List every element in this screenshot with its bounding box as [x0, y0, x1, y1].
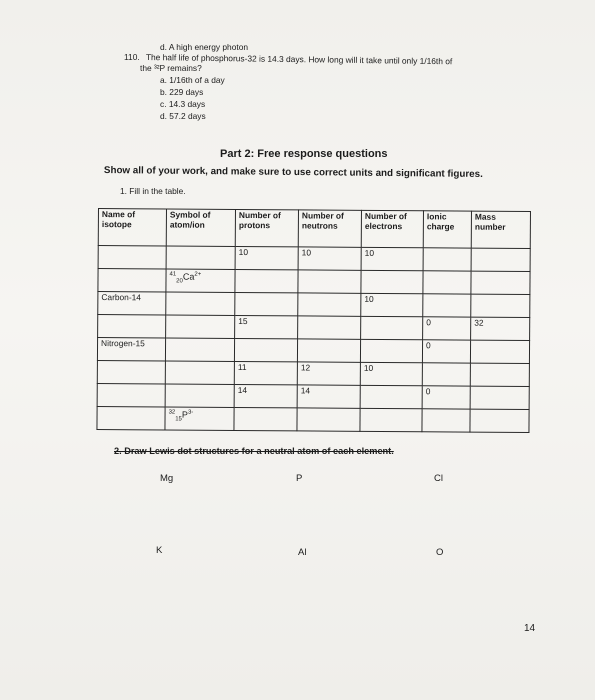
table-cell [360, 339, 422, 362]
table-cell [234, 338, 297, 361]
table-cell [360, 408, 422, 431]
page-number: 14 [524, 623, 536, 634]
table-cell [470, 386, 529, 409]
table-row [97, 383, 529, 409]
q110-text-line1: The half life of phosphorus-32 is 14.3 days. How long will it take until only 1/16th of [145, 52, 453, 67]
table-cell [97, 406, 165, 429]
p-mass-number: 32 [168, 409, 176, 416]
part2-heading: Part 2: Free response questions [220, 148, 388, 160]
table-cell [423, 271, 471, 294]
table-cell [297, 408, 360, 431]
table-cell: 0 [422, 340, 470, 363]
ca-mass-number: 41 [169, 271, 177, 278]
calcium-ion-symbol [166, 269, 235, 292]
table-cell: 0 [423, 317, 471, 340]
table-cell [422, 409, 470, 432]
table-cell: 14 [297, 385, 360, 408]
header-protons: Number of protons [235, 209, 298, 246]
table-cell [166, 315, 235, 338]
table-cell: 10 [298, 247, 361, 270]
prev-option-d: d. A high energy photon [160, 42, 249, 52]
table-cell [361, 316, 423, 339]
table-cell [423, 248, 471, 271]
table-cell: 32 [471, 317, 530, 340]
ca-charge: 2+ [194, 271, 202, 278]
table-row [98, 315, 530, 341]
table-cell [360, 385, 422, 408]
table-cell [165, 338, 234, 361]
p-atomic-number: 15 [175, 416, 182, 423]
table-cell [165, 384, 234, 407]
table-row [98, 292, 530, 318]
ca-atomic-number: 20 [176, 278, 183, 285]
q110-text-line2: the ³²P remains? [140, 63, 202, 73]
table-cell [470, 340, 529, 363]
table-cell [361, 270, 423, 293]
table-cell: 10 [361, 293, 423, 316]
table-row [97, 338, 529, 364]
table-cell [422, 363, 470, 386]
question-2-prompt: 2. Draw Lewis dot structures for a neutral atom of each element. [114, 446, 394, 456]
table-cell [298, 316, 361, 339]
phosphide-ion-symbol [165, 407, 234, 430]
table-cell [235, 269, 298, 292]
ca-element: Ca [182, 271, 195, 282]
lewis-element-mg: Mg [160, 473, 174, 484]
header-name: Name of isotope [98, 209, 166, 246]
table-cell: 12 [297, 362, 360, 385]
lewis-element-o: O [436, 547, 444, 558]
header-symbol: Symbol of atom/ion [166, 209, 235, 246]
part2-instruction: Show all of your work, and make sure to use correct units and significant figures. [103, 165, 483, 180]
table-cell [166, 292, 235, 315]
table-cell [470, 363, 529, 386]
table-cell [97, 360, 165, 383]
table-cell [470, 409, 529, 432]
table-cell [298, 293, 361, 316]
header-charge: Ionic charge [423, 211, 471, 248]
table-cell: 10 [361, 247, 423, 270]
q110-option-b: b. 229 days [160, 87, 204, 97]
table-cell: 10 [235, 246, 298, 269]
table-row [98, 246, 530, 272]
table-cell: 10 [360, 362, 422, 385]
header-electrons: Number of electrons [361, 210, 423, 247]
table-cell: 11 [234, 361, 297, 384]
header-neutrons: Number of neutrons [298, 210, 361, 247]
table-cell [97, 383, 165, 406]
table-cell [98, 315, 166, 338]
q110-option-d: d. 57.2 days [160, 111, 206, 121]
table-cell [471, 248, 530, 271]
table-cell [297, 339, 360, 362]
q110-option-a: a. 1/16th of a day [160, 75, 225, 85]
table-cell [471, 271, 530, 294]
table-cell: Carbon-14 [98, 292, 166, 315]
table-cell: 15 [235, 315, 298, 338]
table-cell [423, 294, 471, 317]
table-cell [165, 361, 234, 384]
table-cell [98, 246, 166, 269]
table-cell [471, 294, 530, 317]
lewis-element-al: Al [298, 547, 307, 558]
table-cell [234, 407, 297, 430]
q110-number: 110. [124, 52, 140, 62]
table-cell [235, 292, 298, 315]
table-cell: 14 [234, 384, 297, 407]
q110-option-c: c. 14.3 days [160, 99, 206, 109]
table-cell [98, 269, 166, 292]
table-cell [298, 270, 361, 293]
lewis-element-cl: Cl [434, 473, 443, 484]
header-mass: Mass number [471, 211, 530, 248]
question-1-prompt: 1. Fill in the table. [120, 186, 186, 196]
table-row [98, 269, 530, 295]
table-header-row [98, 209, 530, 249]
table-row [97, 406, 529, 432]
table-cell [166, 246, 235, 269]
p-element: P [181, 409, 188, 420]
table-row [97, 360, 529, 386]
table-cell: Nitrogen-15 [97, 338, 165, 361]
table-cell: 0 [422, 386, 470, 409]
p-charge: 3- [187, 409, 194, 416]
isotope-table [96, 208, 531, 433]
lewis-element-p: P [296, 473, 303, 484]
lewis-element-k: K [156, 545, 163, 556]
